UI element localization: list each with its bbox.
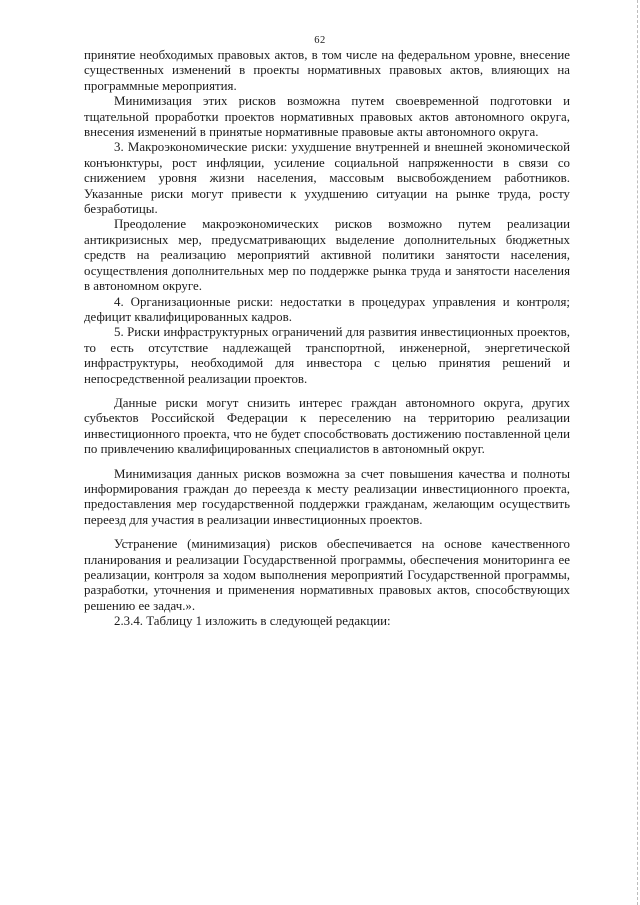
paragraph-10: 2.3.4. Таблицу 1 изложить в следующей редакции: (114, 614, 391, 629)
paragraph-7: Данные риски могут снизить интерес граждан автономного округа, других субъектов Российской Федерации к переселению на территорию реализации инвестиционного проекта, что не будет способствовать достижению поставленной цели по привлечению квалифицированных специалистов в автономный округ. (84, 395, 570, 457)
paragraph-5: 4. Организационные риски: недостатки в процедурах управления и контроля; дефицит квалифицированных кадров. (84, 294, 570, 324)
paragraph-1: принятие необходимых правовых актов, в том числе на федеральном уровне, внесение существенных изменений в проекты нормативных правовых актов, влияющих на программные мероприятия. (84, 48, 570, 93)
page-number: 62 (314, 35, 326, 46)
body-text (84, 48, 570, 630)
paragraph-6: 5. Риски инфраструктурных ограничений для развития инвестиционных проектов, то есть отсутствие надлежащей транспортной, инженерной, энергетической инфраструктуры, необходимой для инвестора с целью принятия решений и непосредственной реализации проектов. (84, 325, 570, 386)
paragraph-4: Преодоление макроэкономических рисков возможно путем реализации антикризисных мер, предусматривающих выделение дополнительных бюджетных средств на реализацию мероприятий активной политики занятости населения, осуществления дополнительных мер по поддержке рынка труда и занятости населения в автономном округе. (84, 217, 570, 294)
paragraph-2: Минимизация этих рисков возможна путем своевременной подготовки и тщательной проработки проектов нормативных правовых актов автономного округа, внесения изменений в принятые нормативные правовые акты автономного округа. (84, 94, 570, 140)
paragraph-3: 3. Макроэкономические риски: ухудшение внутренней и внешней экономической конъюнктуры, рост инфляции, усиление социальной напряженности в связи со снижением уровня жизни населения, массовым высвобождением работников. Указанные риски могут привести к ухудшению ситуации на рынке труда, росту безработицы. (84, 140, 570, 217)
scan-edge-line (636, 0, 638, 905)
paragraph-9: Устранение (минимизация) рисков обеспечивается на основе качественного планирования и реализации Государственной программы, обеспечения мониторинга ее реализации, контроля за ходом выполнения мероприятий Государственной программы, разработки, уточнения и применения нормативных правовых актов, способствующих решению ее задач.». (84, 537, 570, 613)
paragraph-8: Минимизация данных рисков возможна за счет повышения качества и полноты информирования граждан до переезда к месту реализации инвестиционного проекта, предоставления мер государственной поддержки гражданам, желающим осуществить переезд для участия в реализации инвестиционных проектов. (84, 466, 570, 527)
